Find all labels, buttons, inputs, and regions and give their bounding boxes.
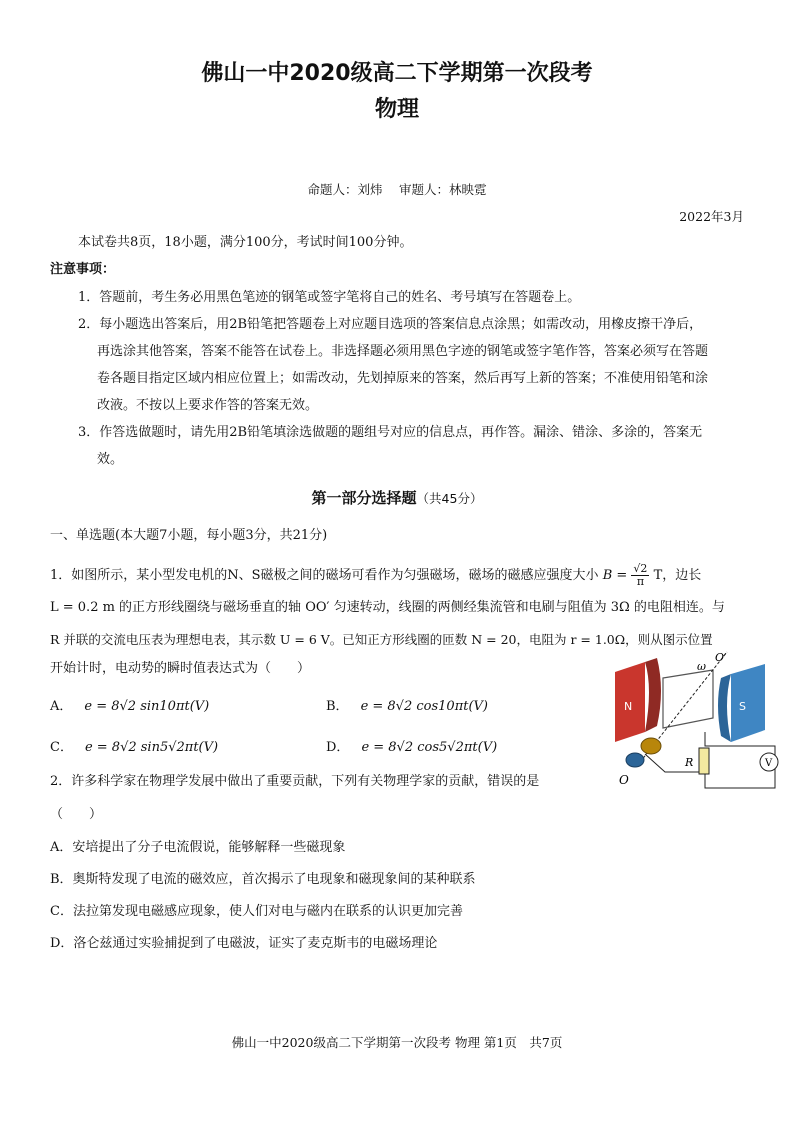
notice-item-2-cont2: 卷各题目指定区域内相应位置上；如需改动，先划掉原来的答案，然后再写上新的答案；不准使用铅笔和涂 (97, 371, 709, 386)
notice-item-3-cont: 效。 (97, 452, 124, 467)
q2-option-d: D．洛仑兹通过实验捕捉到了电磁波，证实了麦克斯韦的电磁场理论 (50, 936, 438, 951)
q2-paren: （ ） (50, 807, 103, 822)
q1-option-c (50, 739, 218, 757)
q2-option-a: A．安培提出了分子电流假说，能够解释一些磁现象 (50, 840, 346, 855)
q1-line3: R 并联的交流电压表为理想电表，其示数 U = 6 V。已知正方形线圈的匝数 N = 20，电阻为 r = 1.0Ω，则从图示位置 (50, 632, 713, 647)
section-title (0, 487, 794, 508)
exam-authors: 命题人：刘炜 审题人：林映霓 (307, 182, 487, 197)
slip-ring-1 (641, 738, 661, 754)
resistor-label: R (685, 756, 694, 769)
exam-subject: 物理 (374, 97, 419, 122)
notice-heading: 注意事项： (50, 262, 116, 277)
q1-option-c-expr: e = 8√2 sin5√2πt(V) (84, 740, 219, 755)
resistor (699, 748, 709, 774)
south-pole-face (718, 674, 731, 742)
notice-item-2: 2．每小题选出答案后，用2B铅笔把答题卷上对应题目选项的答案信息点涂黑；如需改动，用橡皮擦干净后， (78, 317, 703, 332)
q2-option-b: B．奥斯特发现了电流的磁效应，首次揭示了电现象和磁现象间的某种联系 (50, 872, 476, 887)
circuit-wire (645, 732, 775, 788)
exam-intro: 本试卷共8页，18小题，满分100分，考试时间100分钟。 (78, 235, 413, 250)
q2-option-c: C．法拉第发现电磁感应现象，使人们对电与磁内在联系的认识更加完善 (50, 904, 463, 919)
q1-b-fraction (631, 563, 649, 588)
generator-figure (605, 648, 785, 790)
exam-date: 2022年3月 (679, 209, 744, 224)
south-magnet (731, 664, 765, 742)
q1-option-d (326, 739, 497, 757)
notice-item-3: 3．作答选做题时，请先用2B铅笔填涂选做题的题组号对应的信息点，再作答。漏涂、错涂、多涂的，答案无 (78, 425, 703, 440)
south-label: S (739, 700, 746, 713)
q1-line1-text: 1．如图所示，某小型发电机的N、S磁极之间的磁场可看作为匀强磁场，磁场的磁感应强度大小 (50, 568, 599, 583)
slip-ring-2 (626, 753, 644, 767)
omega-label: ω (697, 660, 706, 673)
q1-option-b (326, 698, 488, 716)
q1-option-a-label: A． (50, 699, 73, 714)
q1-line2: L = 0.2 m 的正方形线圈绕与磁场垂直的轴 OO′ 匀速转动，线圈的两侧经集流管和电刷与阻值为 3Ω 的电阻相连。与 (50, 600, 725, 615)
q2-stem: 2．许多科学家在物理学发展中做出了重要贡献，下列有关物理学家的贡献，错误的是 (50, 774, 540, 789)
axis-label-o-prime: O′ (715, 651, 727, 664)
section-title-text: 第一部分选择题 (311, 489, 417, 507)
notice-item-2-cont3: 改液。不按以上要求作答的答案无效。 (97, 398, 319, 413)
notice-item-1: 1．答题前，考生务必用黑色笔迹的钢笔或签字笔将自己的姓名、考号填写在答题卷上。 (78, 290, 581, 305)
q1-option-d-expr: e = 8√2 cos5√2πt(V) (361, 740, 498, 755)
voltmeter-label: V (765, 758, 773, 769)
q1-line1 (50, 563, 701, 588)
axis-label-o: O (619, 773, 629, 787)
q1-line1-tail: T，边长 (653, 568, 702, 583)
q1-line4: 开始计时，电动势的瞬时值表达式为（ ） (50, 661, 311, 676)
q1-frac-num: √2 (633, 562, 648, 575)
q1-option-a-expr: e = 8√2 sin10πt(V) (84, 699, 210, 714)
q1-b-symbol: B = (602, 568, 628, 583)
q1-frac-den: π (636, 575, 645, 588)
page-footer: 佛山一中2020级高二下学期第一次段考 物理 第1页 共7页 (231, 1035, 563, 1050)
q1-option-d-label: D． (326, 740, 350, 755)
north-label: N (624, 700, 633, 713)
exam-title: 佛山一中2020级高二下学期第一次段考 (201, 61, 593, 86)
q1-option-c-label: C． (50, 740, 73, 755)
part1-heading: 一、单选题(本大题7小题，每小题3分，共21分) (50, 528, 328, 543)
section-score: （共45分） (416, 491, 483, 506)
notice-item-2-cont1: 再选涂其他答案，答案不能答在试卷上。非选择题必须用黑色字迹的钢笔或签字笔作答，答案必须写在答题 (97, 344, 709, 359)
q1-option-b-expr: e = 8√2 cos10πt(V) (360, 699, 488, 714)
q1-option-b-label: B． (326, 699, 349, 714)
q1-option-a (50, 698, 209, 716)
north-pole-face (645, 658, 661, 732)
